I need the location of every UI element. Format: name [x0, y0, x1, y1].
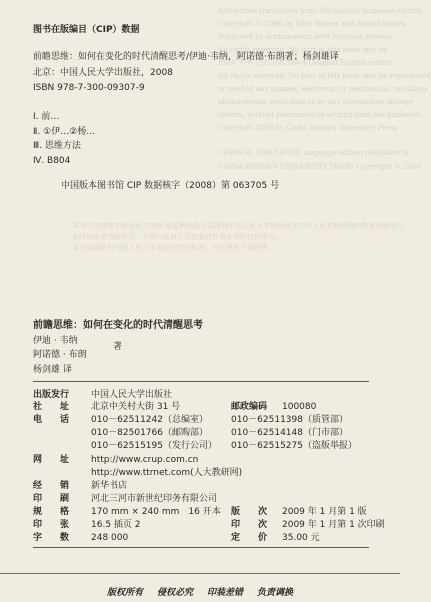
cip-title-line: 前瞻思维：如何在变化的时代清醒思考/伊迪·韦纳，阿诺德·布朗著；杨剑雄译: [33, 52, 339, 62]
copyright-phrase: 负责调换: [257, 587, 294, 598]
website-link[interactable]: http://www.ttrnet.com(人大教研网): [91, 468, 243, 478]
printer-value: 河北三河市新世纪印务有限公司: [91, 494, 218, 504]
author-role: 著: [113, 342, 123, 352]
address-value: 北京中关村大街 31 号: [91, 402, 181, 412]
price-label: 定 价: [231, 533, 268, 543]
phone-number: 010－62511398（质管部）: [231, 415, 348, 425]
author-name: 伊迪 · 韦纳: [33, 336, 78, 346]
author-name: 阿诺德 · 布朗: [33, 350, 87, 360]
phone-number: 010－62515275（盗版举报）: [231, 441, 357, 451]
edition-value: 2009 年 1 月第 1 版: [282, 507, 367, 517]
copyright-notice: [0, 580, 400, 602]
website-link[interactable]: http://www.crup.com.cn: [91, 455, 199, 465]
word-count-label: 字 数: [33, 533, 70, 543]
cip-item: Ⅰ. 前…: [33, 112, 60, 122]
copyright-phrase: 印装差错: [207, 587, 244, 598]
phone-number: 010－62514148（门市部）: [231, 428, 348, 438]
copyright-phrase: 版权所有: [106, 587, 143, 598]
word-count-value: 248 000: [91, 533, 129, 543]
print-run-value: 2009 年 1 月第 1 次印刷: [282, 520, 385, 530]
cip-publisher-line: 北京：中国人民大学出版社，2008: [33, 68, 173, 78]
sheets-value: 16.5 插页 2: [91, 520, 141, 530]
edition-label: 版 次: [231, 507, 268, 517]
spec-label: 规 格: [33, 507, 70, 517]
copyright-phrase: 侵权必究: [156, 587, 193, 598]
publisher-value: 中国人民大学出版社: [91, 390, 173, 400]
printer-label: 印 刷: [33, 494, 70, 504]
cip-isbn: ISBN 978-7-300-09307-9: [33, 83, 145, 93]
postcode-value: 100080: [282, 402, 317, 412]
book-title: 前瞻思维：如何在变化的时代清醒思考: [33, 320, 203, 331]
postcode-label: 邮政编码: [231, 402, 268, 412]
dealer-label: 经 销: [33, 481, 70, 491]
copyright-page: Authorized translation from the English language edition, Copyright © 2006 by Edie Weiner and Arnold Brown. Published by arrangement with Nicholas Brealey All rights reserved. No part of this book may be ISBN 978-1-85788-384-4 Original English edition All rights reserved. No part of this book may be reproduced or used in any manner, electronic or mechanical, including photocopying, recording or by any information storage system, without permission in writing from the publisher. Copyright 2008 by China Renmin University Press CHINESE SIMPLIFIED language edition published by CHINA RENMIN UNIVERSITY PRESS Copyright © 2008 本书中文简体字版由尼古拉斯·布雷利出版公司授权中国人民大学出版社在中华人民共和国境内独家出版发行。 未经出版者书面许可，不得以任何方式复制或抄袭本书的任何部分。 本书封面贴有中国人民大学出版社防伪标签，无标签者不得销售。 图书在版编目（CIP）数据 前瞻思维：如何在变化的时代清醒思考/伊迪·韦纳，阿诺德·布朗著；杨剑雄译 北京：中国人民大学出版社，2008 ISBN 978-7-300-09307-9 Ⅰ. 前… Ⅱ. ①伊…②杨… Ⅲ. 思维方法 Ⅳ. B804 中国版本图书馆 CIP 数据核字（2008）第 063705 号 前瞻思维：如何在变化的时代清醒思考 伊迪 · 韦纳 阿诺德 · 布朗 著 杨剑雄 译 出版发行 中国人民大学出版社 社 址 北京中关村大街 31 号 邮政编码 100080 电 话 010－62511242（总编室） 010－82501766（邮购部） 010－62515195（发行公司） 010－62511398（质管部） 010－62514148（门市部） 010－62515275（盗版举报） 网 址 http://www.crup.com.cn http://www.ttrnet.com(人大教研网) 经 销 新华书店 印 刷 河北三河市新世纪印务有限公司 规 格 170 mm × 240 mm 16 开本 版 次 2009 年 1 月第 1 版 印 张 16.5 插页 2 印 次 2009 年 1 月第 1 次印刷 字 数 248 000 定 价 35.00 元 版权所有 侵权必究 印装差错 负责调换: [0, 0, 400, 602]
phone-number: 010－62515195（发行公司）: [91, 441, 217, 451]
website-label: 网 址: [33, 455, 70, 465]
footer-rule: [0, 573, 400, 574]
details-bottom-rule: [33, 547, 369, 548]
address-label: 社 址: [33, 402, 70, 412]
cip-heading: 图书在版编目（CIP）数据: [33, 25, 140, 35]
price-value: 35.00 元: [282, 533, 320, 543]
sheets-label: 印 张: [33, 520, 70, 530]
cip-item: Ⅲ. 思维方法: [33, 141, 81, 151]
phone-number: 010－62511242（总编室）: [91, 415, 208, 425]
phone-number: 010－82501766（邮购部）: [91, 428, 208, 438]
cip-item: Ⅳ. B804: [33, 156, 71, 166]
cip-verification-number: 中国版本图书馆 CIP 数据核字（2008）第 063705 号: [61, 181, 280, 191]
dealer-value: 新华书店: [91, 481, 128, 491]
details-top-rule: [33, 381, 369, 382]
phone-label: 电 话: [33, 415, 70, 425]
cip-item: Ⅱ. ①伊…②杨…: [33, 127, 96, 137]
spec-value: 170 mm × 240 mm 16 开本: [91, 507, 221, 517]
publisher-label: 出版发行: [33, 390, 70, 400]
print-run-label: 印 次: [231, 520, 268, 530]
translator-name: 杨剑雄 译: [33, 365, 72, 375]
